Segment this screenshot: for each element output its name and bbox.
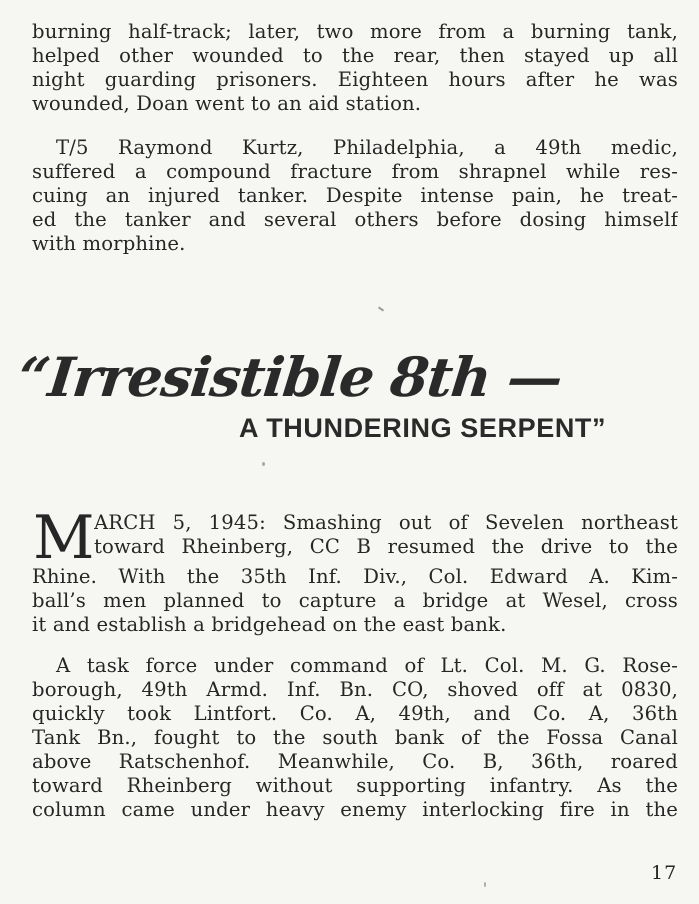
section-title-subtitle: A THUNDERING SERPENT” — [239, 413, 607, 443]
paragraph-line: cuing an injured tanker. Despite intense pain, he treat- — [32, 184, 678, 207]
paragraph-line: suffered a compound fracture from shrapnel while res- — [32, 160, 678, 183]
paragraph-first-line — [94, 511, 678, 535]
paragraph-line: A task force under command of Lt. Col. M. G. Rose- — [56, 654, 678, 677]
first-line-text: 5, 1945: Smashing out of Sevelen northeast — [155, 511, 678, 534]
paragraph-line: ed the tanker and several others before dosing himself — [32, 208, 678, 231]
paragraph-line: helped other wounded to the rear, then stayed up all — [32, 44, 678, 67]
paragraph-line: column came under heavy enemy interlocking fire in the — [32, 798, 678, 821]
paragraph-line: wounded, Doan went to an aid station. — [32, 92, 422, 115]
section-title-script: “Irresistible 8th — — [15, 345, 565, 409]
paragraph-line: toward Rheinberg, CC B resumed the drive to the — [94, 535, 678, 558]
paragraph-line: above Ratschenhof. Meanwhile, Co. B, 36th, roared — [32, 750, 678, 773]
paragraph-line: Tank Bn., fought to the south bank of the Fossa Canal — [32, 726, 678, 749]
paragraph-line: with morphine. — [32, 232, 186, 255]
print-speck — [262, 462, 265, 466]
paragraph-line: toward Rheinberg without supporting infantry. As the — [32, 774, 678, 797]
march-paragraph-body — [32, 565, 678, 637]
task-force-paragraph — [32, 654, 678, 822]
paragraph-line: night guarding prisoners. Eighteen hours after he was — [32, 68, 678, 91]
print-speck — [484, 882, 486, 887]
paragraph-line: burning half-track; later, two more from a burning tank, — [32, 20, 678, 43]
paragraph-line: Rhine. With the 35th Inf. Div., Col. Edward A. Kim- — [32, 565, 678, 588]
paragraph-line: T/5 Raymond Kurtz, Philadelphia, a 49th medic, — [56, 136, 678, 159]
paragraph-line: it and establish a bridgehead on the east bank. — [32, 613, 507, 636]
continuation-paragraph — [32, 20, 678, 116]
paragraph-line: borough, 49th Armd. Inf. Bn. CO, shoved off at 0830, — [32, 678, 678, 701]
drop-cap: M — [33, 503, 95, 573]
kurtz-paragraph — [32, 136, 678, 256]
paragraph-line: ball’s men planned to capture a bridge at Wesel, cross — [32, 589, 678, 612]
section-title — [15, 345, 685, 455]
page-number: 17 — [651, 862, 678, 884]
print-speck — [378, 306, 384, 311]
paragraph-line: quickly took Lintfort. Co. A, 49th, and Co. A, 36th — [32, 702, 678, 725]
march-paragraph-head — [94, 511, 678, 559]
small-caps-word: ARCH — [94, 511, 156, 534]
